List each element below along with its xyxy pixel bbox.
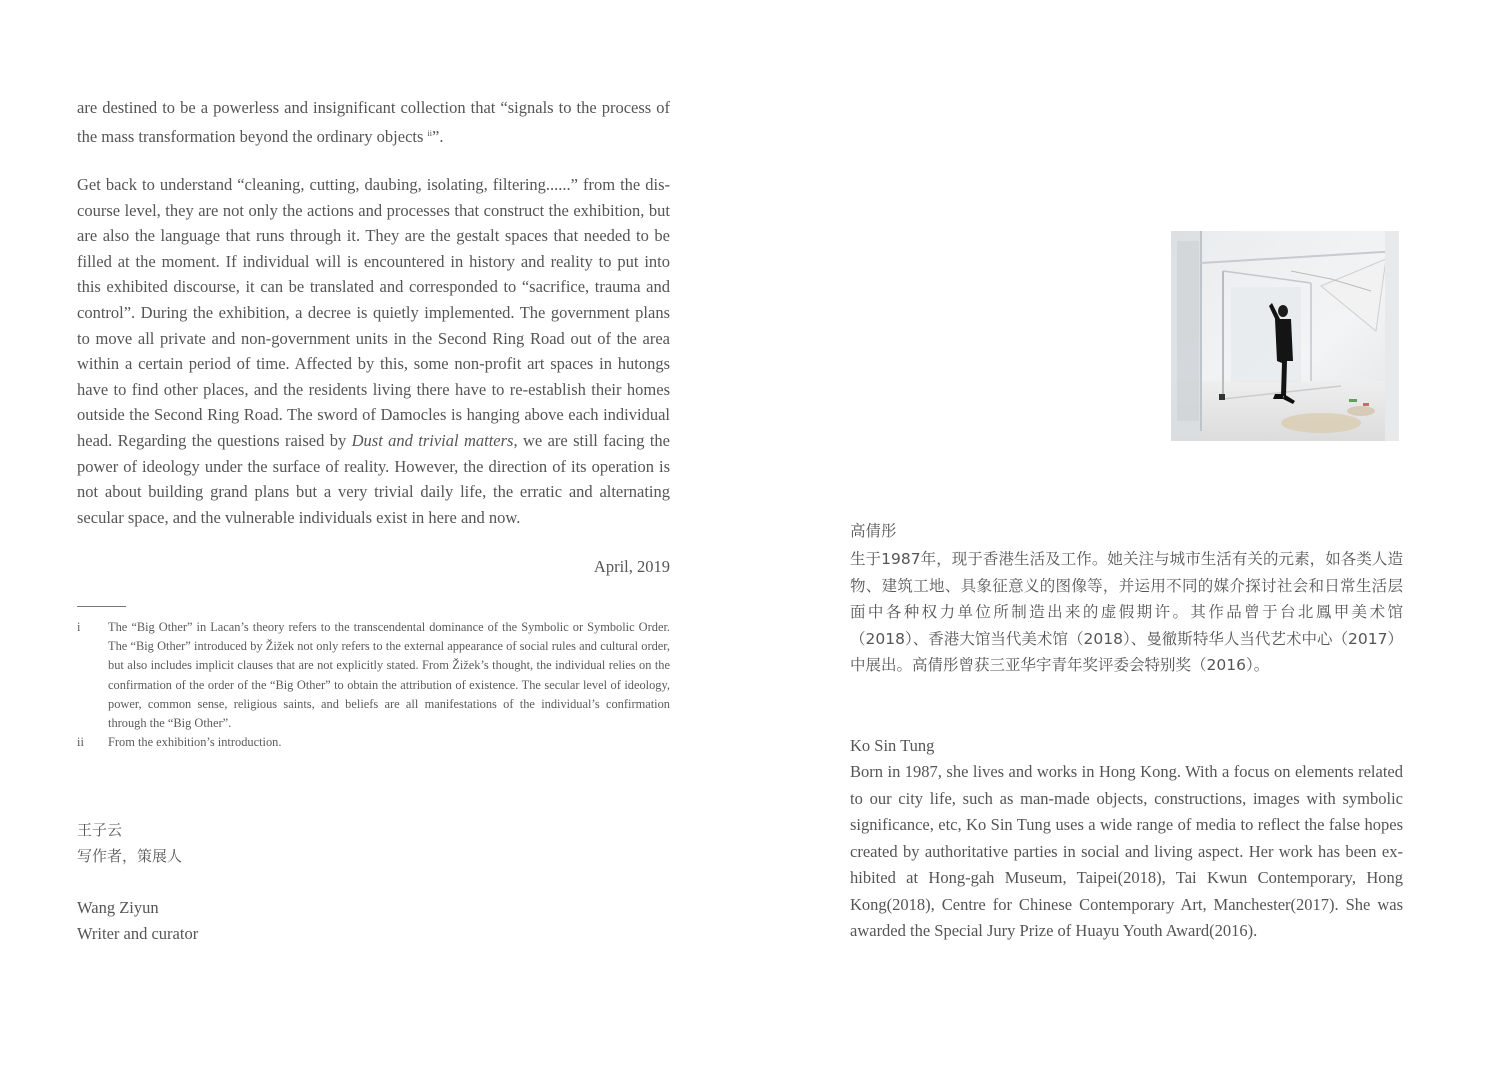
footnote-i bbox=[77, 618, 670, 733]
footnote-text: From the exhibition’s introduction. bbox=[108, 735, 282, 750]
author-name-en: Wang Ziyun bbox=[77, 898, 159, 917]
artist-bio-en: Born in 1987, she lives and works in Hong Kong. With a focus on elements related to our city life, such as man-made objects, constructions, images with symbolic significance, etc, Ko Sin Tung uses a wide range of media to reflect the false hopes created by authoritative parties in social and living aspect. Her work has been exhibited at Hong-gah Museum, Taipei(2018), Tai Kwun Contemporary, Hong Kong(2018), Centre for Chinese Contemporary Art, Manchester(2017). She was awarded the Special Jury Prize of Huayu Youth Award(2016). bbox=[850, 762, 1403, 940]
footnotes bbox=[77, 618, 670, 752]
artist-name-cn: 高倩彤 bbox=[850, 522, 897, 540]
artist-name-en: Ko Sin Tung bbox=[850, 736, 935, 755]
artist-bio-cn: 生于1987年，现于香港生活及工作。她关注与城市生活有关的元素，如各类人造物、建筑工地、具象征意义的图像等，并运用不同的媒介探讨社会和日常生活层面中各种权力单位所制造出来的虚假期许。其作品曾于台北鳳甲美术馆（2018）、香港大馆当代美术馆（2018）、曼徹斯特华人当代艺术中心（2017）中展出。高倩彤曾获三亚华宇青年奖评委会特别奖（2016）。 bbox=[850, 550, 1403, 674]
paragraph-main bbox=[77, 172, 670, 530]
footnote-mark: ii bbox=[77, 735, 84, 750]
author-chinese bbox=[77, 818, 182, 869]
paragraph-1-text: are destined to be a powerless and insignificant collection that “signals to the process of the mass transformation beyond the ordinary objects bbox=[77, 98, 670, 146]
author-english bbox=[77, 895, 198, 946]
author-name-cn: 王子云 bbox=[77, 821, 123, 839]
footnote-ref-ii: ii bbox=[427, 128, 432, 138]
footnote-divider bbox=[77, 606, 126, 607]
author-role-cn: 写作者，策展人 bbox=[77, 846, 183, 865]
artist-chinese bbox=[850, 518, 1403, 679]
footnote-ii bbox=[77, 733, 670, 752]
paragraph-2-text: Get back to understand “cleaning, cutting, daubing, isolating, filtering......” from the discourse level, they are not only the actions and processes that construct the exhibition, but are also the language that runs through it. They are the gestalt spaces that needed to be filled at the moment. If individual will is encountered in history and reality to put into this exhibited discourse, it can be translated and corresponded to “sacrifice, trauma and control”. During the exhibition, a decree is quietly implemented. The government plans to move all private and non-government units in the Second Ring Road out of the area within a certain period of time. Affected by this, some non-profit art spaces in hutongs have to find other places, and the residents living there have to re-establish their homes outside the Second Ring Road. The sword of Damocles is hanging above each individual head. Regarding the questions raised by bbox=[77, 175, 670, 450]
exhibition-title-italic: Dust and trivial matters bbox=[351, 430, 514, 450]
artwork-photo bbox=[1171, 231, 1399, 441]
paragraph-2-tail: , we are still facing the power of ideology under the surface of reality. However, the direction of its operation is not about building grand plans but a very trivial daily life, the erratic and alternating secular space, and the vulnerable individuals exist in here and now. bbox=[77, 430, 670, 527]
paragraph-continued bbox=[77, 95, 670, 149]
artist-english bbox=[850, 733, 1403, 945]
paragraph-1-tail: ”. bbox=[432, 126, 444, 146]
essay-date: April, 2019 bbox=[593, 557, 670, 576]
author-role-en: Writer and curator bbox=[77, 923, 199, 943]
right-page bbox=[750, 0, 1500, 1068]
footnote-text: The “Big Other” in Lacan’s theory refers to the transcendental dominance of the Symbolic or Symbolic Order. The “Big Other” introduced by Žižek not only refers to the external appearance of social rules and cultural order, but also includes implicit clauses that are not explicitly stated. From Žižek’s thought, the individual relies on the confirmation of the order of the “Big Other” to obtain the attribution of existence. The secular level of ideology, power, common sense, religious saints, and beliefs are all manifestations of the individual’s confirmation through the “Big Other”. bbox=[108, 620, 670, 731]
footnote-mark: i bbox=[77, 620, 81, 634]
